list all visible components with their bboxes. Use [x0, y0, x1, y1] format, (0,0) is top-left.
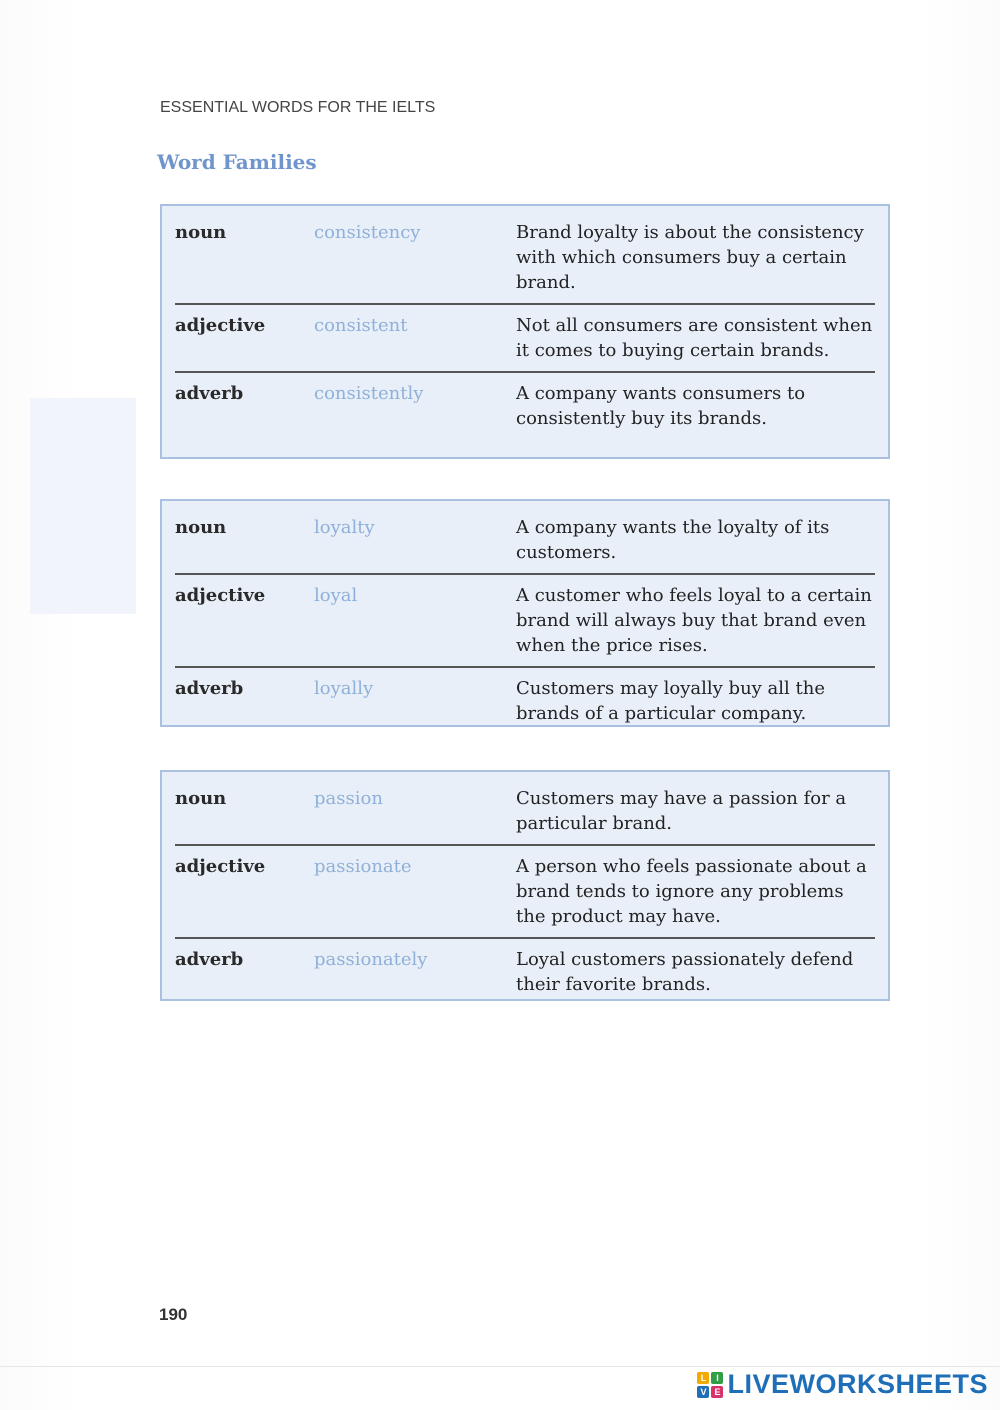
part-of-speech: noun — [175, 222, 227, 243]
family-row-noun — [175, 206, 875, 303]
logo-letter: L — [697, 1372, 709, 1384]
example-sentence: Customers may have a passion for a particular brand. — [516, 788, 847, 834]
example-sentence: A customer who feels loyal to a certain brand will always buy that brand even when the price rises. — [516, 585, 872, 656]
brand-watermark[interactable] — [697, 1369, 988, 1400]
example-sentence: A company wants consumers to consistently buy its brands. — [516, 383, 806, 429]
logo-letter: V — [697, 1386, 709, 1398]
logo-letter: I — [711, 1372, 723, 1384]
example-sentence: Not all consumers are consistent when it comes to buying certain brands. — [516, 315, 873, 361]
family-row-adverb — [175, 937, 875, 1005]
word-family-box-passion — [160, 770, 890, 1001]
family-row-adverb — [175, 666, 875, 734]
liveworksheets-logo-icon — [697, 1372, 723, 1398]
part-of-speech: adverb — [175, 383, 244, 404]
word-form: loyally — [314, 678, 374, 699]
family-row-noun — [175, 501, 875, 573]
part-of-speech: adjective — [175, 315, 266, 336]
part-of-speech: noun — [175, 788, 227, 809]
example-sentence: Loyal customers passionately defend their favorite brands. — [516, 949, 854, 995]
word-form: loyalty — [314, 517, 375, 538]
brand-name: LIVEWORKSHEETS — [727, 1369, 988, 1399]
example-sentence: A person who feels passionate about a brand tends to ignore any problems the product may have. — [516, 856, 867, 927]
footer-divider — [0, 1366, 1000, 1367]
example-sentence: Brand loyalty is about the consistency with which consumers buy a certain brand. — [516, 222, 864, 293]
side-tab-decoration — [30, 398, 136, 614]
word-form: passionate — [314, 856, 412, 877]
section-title: Word Families — [157, 150, 317, 174]
word-family-box-consistency — [160, 204, 890, 459]
family-row-noun — [175, 772, 875, 844]
example-sentence: Customers may loyally buy all the brands of a particular company. — [516, 678, 825, 724]
part-of-speech: adverb — [175, 678, 244, 699]
page-number: 190 — [159, 1305, 188, 1324]
word-form: consistency — [314, 222, 421, 243]
part-of-speech: adjective — [175, 856, 266, 877]
word-form: loyal — [314, 585, 358, 606]
example-sentence: A company wants the loyalty of its customers. — [516, 517, 830, 563]
family-row-adjective — [175, 573, 875, 666]
running-head: ESSENTIAL WORDS FOR THE IELTS — [160, 99, 436, 116]
part-of-speech: noun — [175, 517, 227, 538]
part-of-speech: adverb — [175, 949, 244, 970]
family-row-adjective — [175, 303, 875, 371]
word-form: passion — [314, 788, 383, 809]
word-form: consistent — [314, 315, 408, 336]
family-row-adjective — [175, 844, 875, 937]
part-of-speech: adjective — [175, 585, 266, 606]
word-family-box-loyalty — [160, 499, 890, 727]
logo-letter: E — [711, 1386, 723, 1398]
word-form: consistently — [314, 383, 424, 404]
word-form: passionately — [314, 949, 428, 970]
family-row-adverb — [175, 371, 875, 439]
